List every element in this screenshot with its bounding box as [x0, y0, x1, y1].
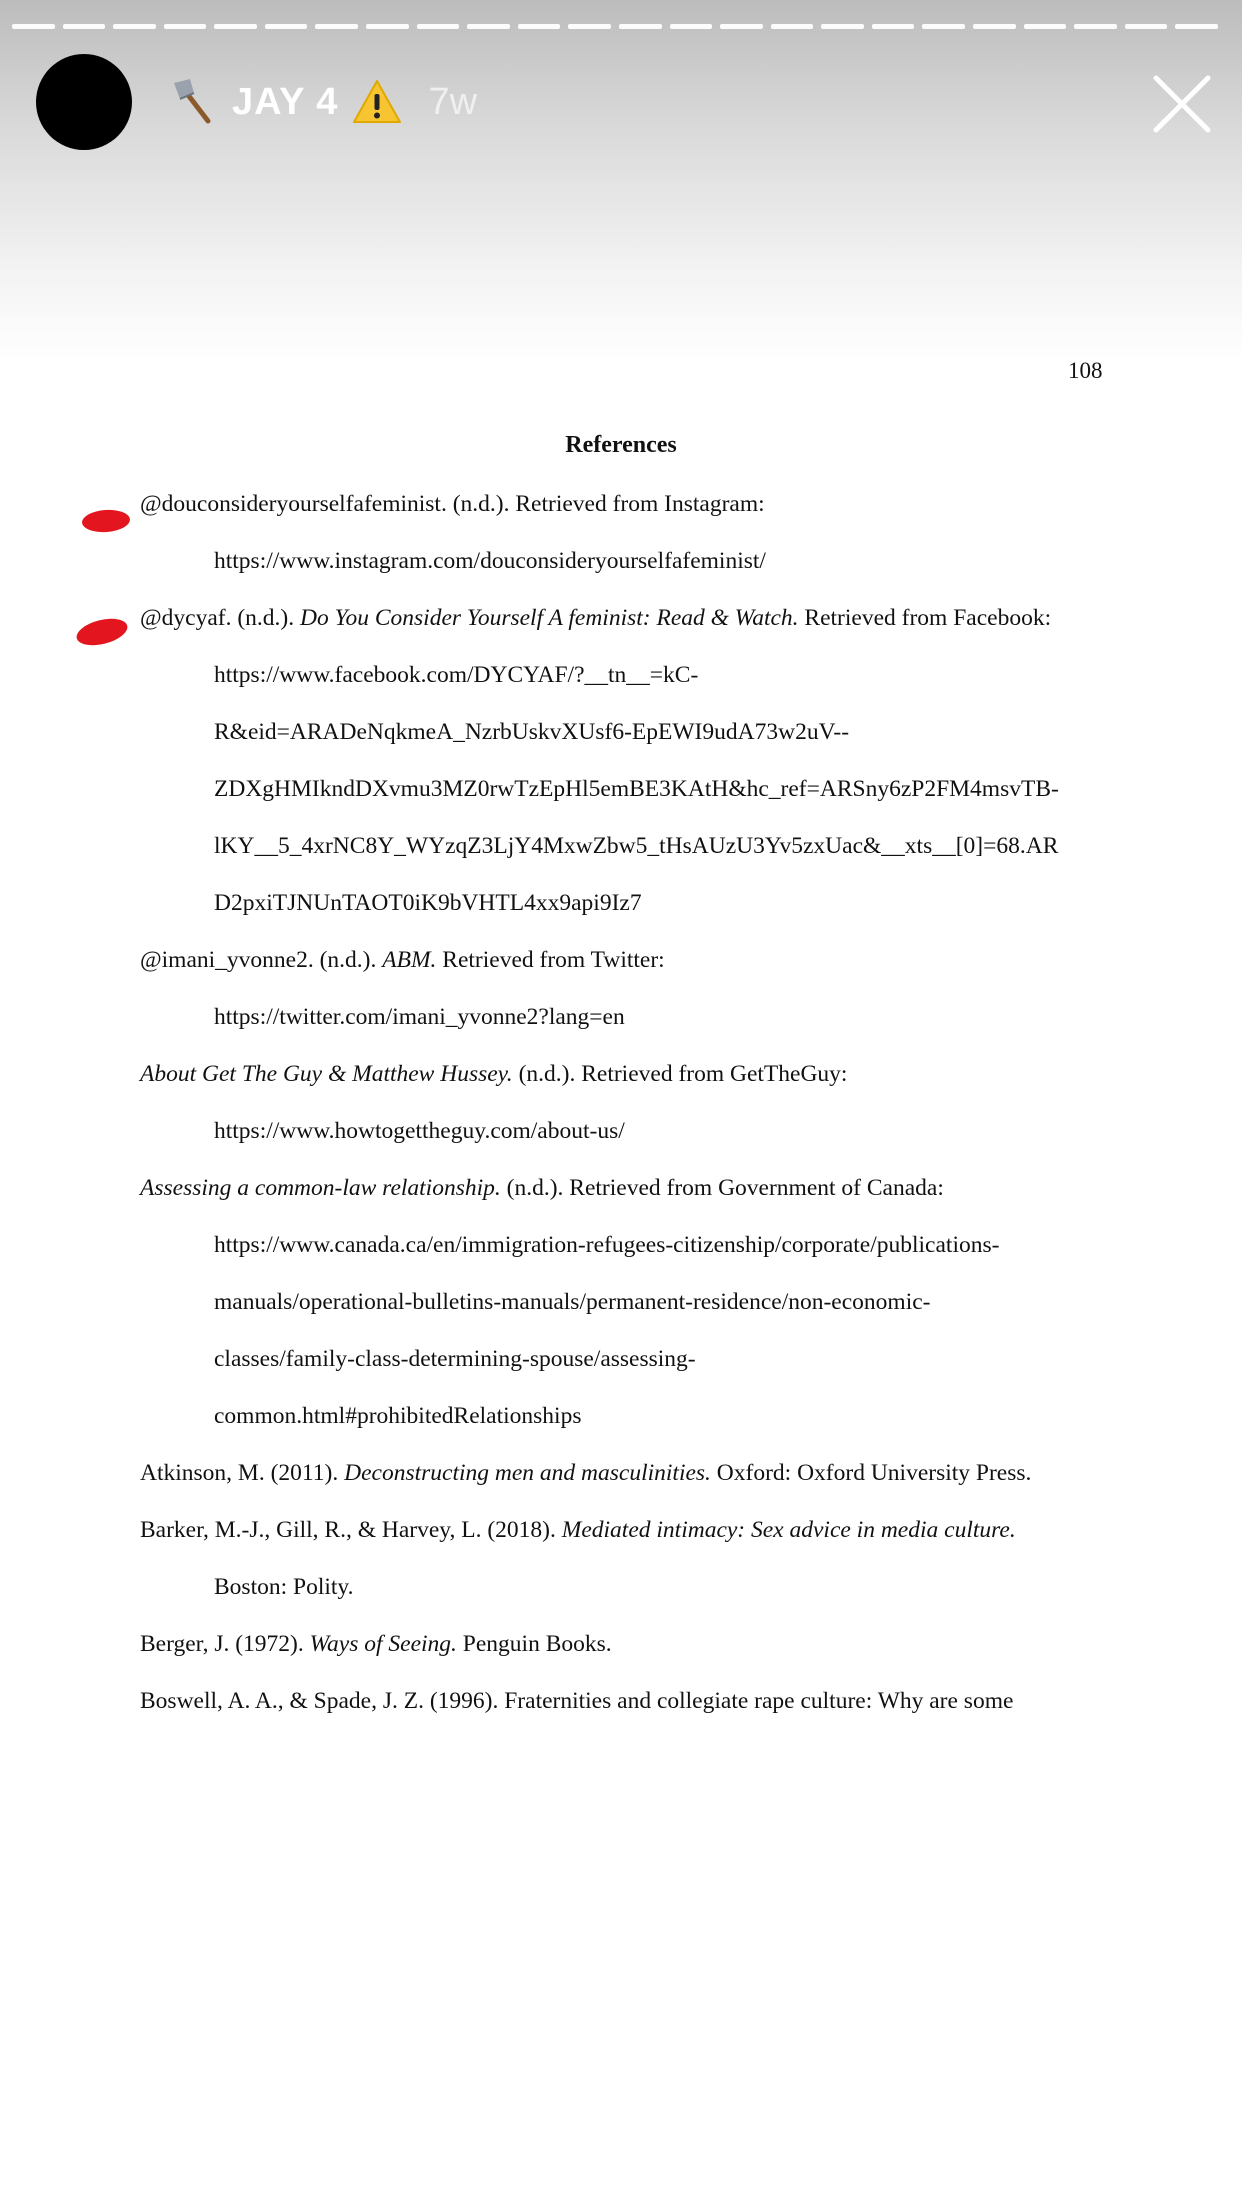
progress-segment [63, 24, 106, 29]
reference-line: Assessing a common-law relationship. (n.d.). Retrieved from Government of Canada: [140, 1175, 944, 1201]
progress-segment [872, 24, 915, 29]
page-number: 108 [1068, 358, 1103, 383]
references-heading: References [565, 432, 677, 458]
progress-segment [821, 24, 864, 29]
reference-url: ZDXgHMIkndDXvmu3MZ0rwTzEpHl5emBE3KAtH&hc_ref=ARSny6zP2FM4msvTB- [214, 776, 1059, 802]
progress-segment [720, 24, 763, 29]
reference-url: D2pxiTJNUnTAOT0iK9bVHTL4xx9api9Iz7 [214, 890, 642, 916]
reference-url: https://www.howtogettheguy.com/about-us/ [214, 1118, 625, 1144]
progress-segment [1125, 24, 1168, 29]
progress-segment [164, 24, 207, 29]
story-progress-bar [12, 24, 1218, 29]
reference-line: Boston: Polity. [214, 1574, 354, 1600]
avatar[interactable] [36, 54, 132, 150]
story-header-shade [0, 0, 1242, 360]
progress-segment [366, 24, 409, 29]
reference-line: About Get The Guy & Matthew Hussey. (n.d.). Retrieved from GetTheGuy: [140, 1061, 848, 1087]
reference-line: @dycyaf. (n.d.). Do You Consider Yourself A feminist: Read & Watch. Retrieved from Facebook: [140, 605, 1052, 631]
close-icon[interactable] [1150, 72, 1214, 136]
story-header [168, 70, 477, 134]
reference-line: @imani_yvonne2. (n.d.). ABM. Retrieved from Twitter: [140, 947, 665, 973]
progress-segment [315, 24, 358, 29]
progress-segment [467, 24, 510, 29]
progress-segment [214, 24, 257, 29]
reference-line: Berger, J. (1972). Ways of Seeing. Penguin Books. [140, 1631, 612, 1657]
progress-segment [1074, 24, 1117, 29]
axe-icon [168, 77, 218, 127]
warning-icon [352, 79, 402, 125]
progress-segment [1024, 24, 1067, 29]
reference-url: lKY__5_4xrNC8Y_WYzqZ3LjY4MxwZbw5_tHsAUzU3Yv5zxUac&__xts__[0]=68.AR [214, 833, 1059, 859]
redaction-mark [81, 508, 130, 533]
reference-url: https://www.canada.ca/en/immigration-refugees-citizenship/corporate/publications- [214, 1232, 1000, 1258]
progress-segment [417, 24, 460, 29]
progress-segment [771, 24, 814, 29]
story-age: 7w [428, 80, 478, 123]
redaction-mark [74, 614, 130, 650]
progress-segment [113, 24, 156, 29]
reference-url: common.html#prohibitedRelationships [214, 1403, 582, 1429]
reference-line: Atkinson, M. (2011). Deconstructing men and masculinities. Oxford: Oxford University Press. [140, 1460, 1032, 1486]
progress-segment [973, 24, 1016, 29]
progress-segment [1175, 24, 1218, 29]
progress-segment [568, 24, 611, 29]
reference-line: Boswell, A. A., & Spade, J. Z. (1996). Fraternities and collegiate rape culture: Why are some [140, 1688, 1014, 1714]
reference-url: manuals/operational-bulletins-manuals/permanent-residence/non-economic- [214, 1289, 931, 1315]
progress-segment [922, 24, 965, 29]
reference-line: @douconsideryourselfafeminist. (n.d.). Retrieved from Instagram: [140, 491, 765, 517]
progress-segment [265, 24, 308, 29]
progress-segment [12, 24, 55, 29]
progress-segment [619, 24, 662, 29]
story-username[interactable]: JAY 4 [232, 80, 339, 123]
reference-url: R&eid=ARADeNqkmeA_NzrbUskvXUsf6-EpEWI9udA73w2uV-- [214, 719, 850, 745]
reference-url: classes/family-class-determining-spouse/assessing- [214, 1346, 696, 1372]
reference-url: https://twitter.com/imani_yvonne2?lang=en [214, 1004, 625, 1030]
reference-url: https://www.facebook.com/DYCYAF/?__tn__=kC- [214, 662, 699, 688]
reference-url: https://www.instagram.com/douconsideryourselfafeminist/ [214, 548, 766, 574]
progress-segment [670, 24, 713, 29]
progress-segment [518, 24, 561, 29]
reference-line: Barker, M.-J., Gill, R., & Harvey, L. (2018). Mediated intimacy: Sex advice in media culture. [140, 1517, 1016, 1543]
